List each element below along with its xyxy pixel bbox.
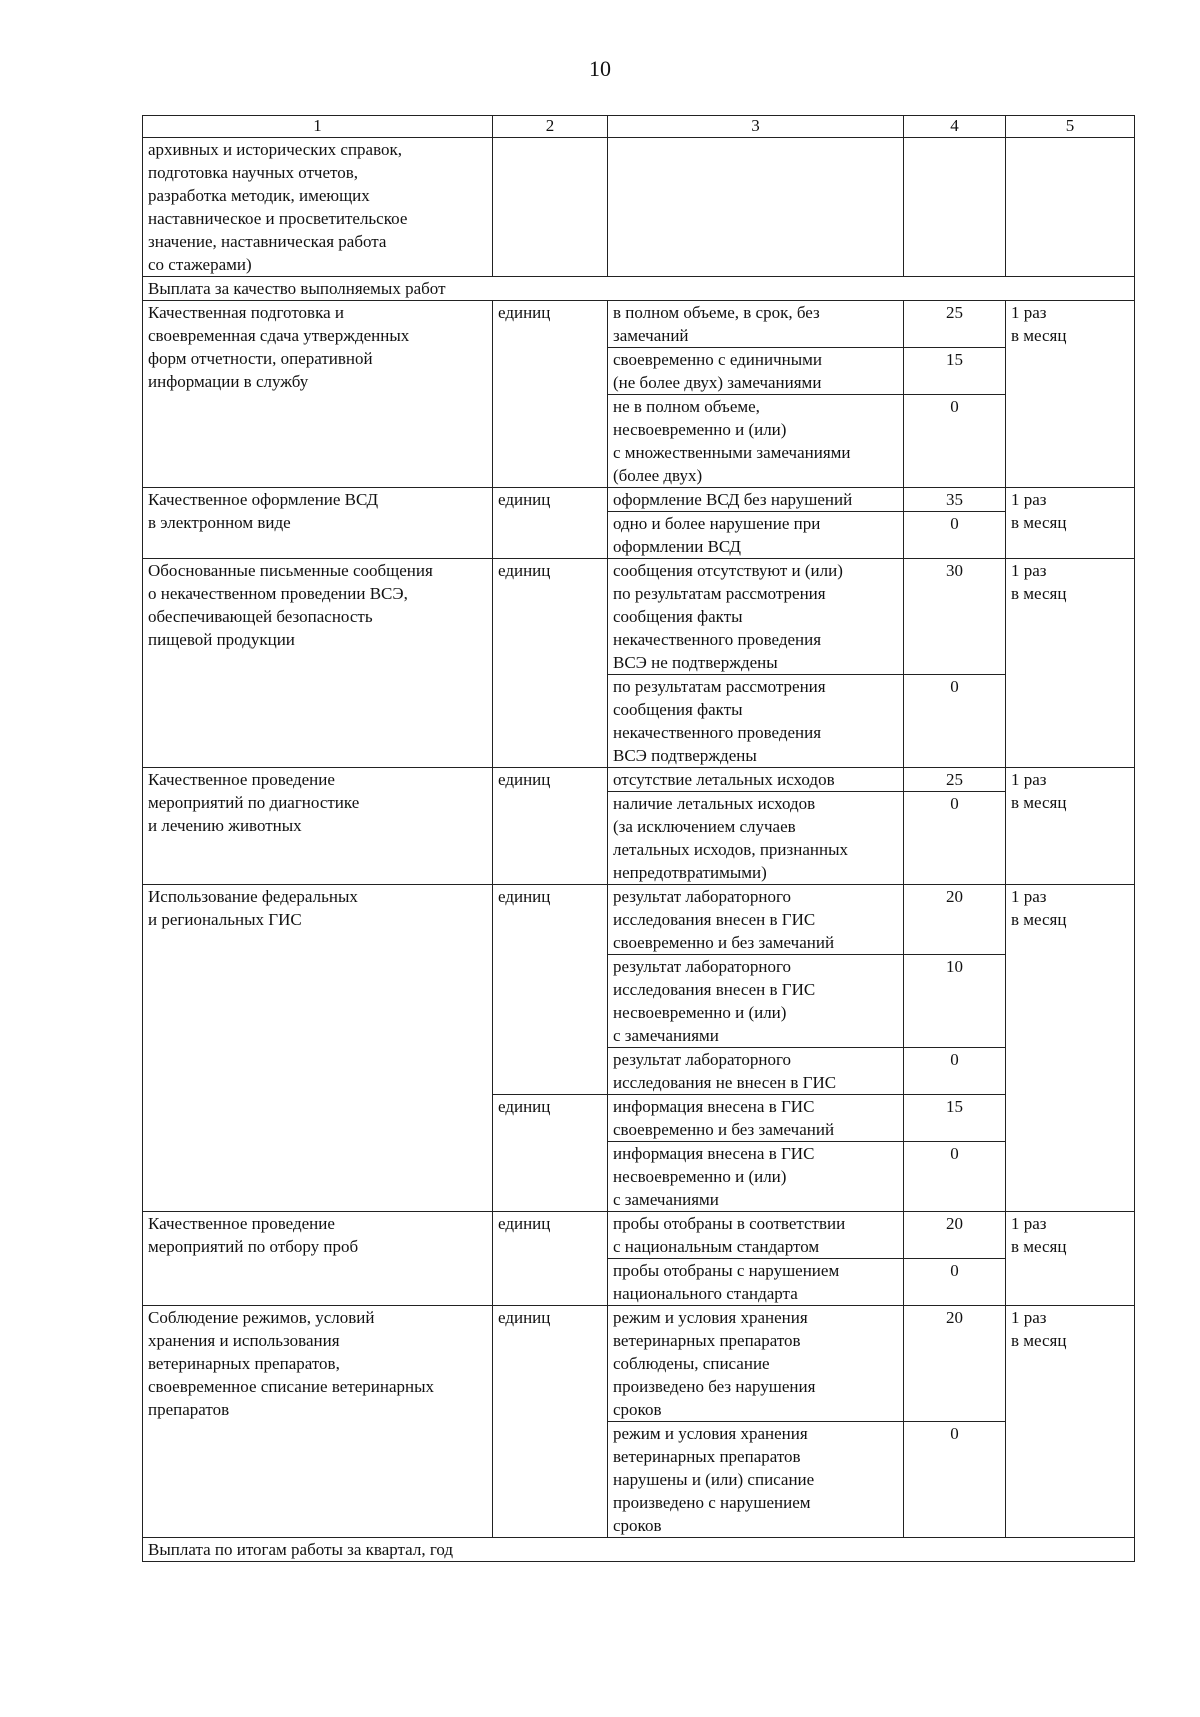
criterion-cell: своевременно с единичными (не более двух) замечаниями bbox=[608, 348, 904, 395]
points-cell: 10 bbox=[904, 955, 1006, 1048]
criterion-cell: отсутствие летальных исходов bbox=[608, 768, 904, 792]
points-cell: 20 bbox=[904, 885, 1006, 955]
criterion-cell: информация внесена в ГИС несвоевременно и (или) с замечаниями bbox=[608, 1142, 904, 1212]
table-row bbox=[143, 1306, 1135, 1422]
indicator-name: Качественное проведение мероприятий по диагностике и лечению животных bbox=[143, 768, 493, 885]
table-row bbox=[143, 885, 1135, 955]
frequency-cell: 1 раз в месяц bbox=[1006, 301, 1135, 488]
points-cell: 0 bbox=[904, 1422, 1006, 1538]
indicator-name: Качественное проведение мероприятий по отбору проб bbox=[143, 1212, 493, 1306]
indicator-name: Обоснованные письменные сообщения о некачественном проведении ВСЭ, обеспечивающей безопасность пищевой продукции bbox=[143, 559, 493, 768]
criterion-cell: наличие летальных исходов (за исключением случаев летальных исходов, признанных непредотвратимыми) bbox=[608, 792, 904, 885]
section-title-quality: Выплата за качество выполняемых работ bbox=[143, 277, 1135, 301]
frequency-cell: 1 раз в месяц bbox=[1006, 1306, 1135, 1538]
criterion-cell: в полном объеме, в срок, без замечаний bbox=[608, 301, 904, 348]
frequency-cell: 1 раз в месяц bbox=[1006, 885, 1135, 1212]
criterion-cell: результат лабораторного исследования не внесен в ГИС bbox=[608, 1048, 904, 1095]
unit-cell: единиц bbox=[493, 885, 608, 1095]
unit-cell: единиц bbox=[493, 488, 608, 559]
frequency-cell: 1 раз в месяц bbox=[1006, 488, 1135, 559]
criterion-cell: не в полном объеме, несвоевременно и (или) с множественными замечаниями (более двух) bbox=[608, 395, 904, 488]
indicator-name: Использование федеральных и региональных ГИС bbox=[143, 885, 493, 1212]
column-header-2: 2 bbox=[493, 116, 608, 138]
points-cell: 20 bbox=[904, 1306, 1006, 1422]
criterion-cell: информация внесена в ГИС своевременно и без замечаний bbox=[608, 1095, 904, 1142]
column-header-3: 3 bbox=[608, 116, 904, 138]
criterion-cell bbox=[608, 138, 904, 277]
column-header-5: 5 bbox=[1006, 116, 1135, 138]
points-cell: 15 bbox=[904, 1095, 1006, 1142]
column-header-1: 1 bbox=[143, 116, 493, 138]
unit-cell: единиц bbox=[493, 559, 608, 768]
column-header-4: 4 bbox=[904, 116, 1006, 138]
frequency-cell bbox=[1006, 138, 1135, 277]
section-title-quarter: Выплата по итогам работы за квартал, год bbox=[143, 1538, 1135, 1562]
points-cell: 0 bbox=[904, 675, 1006, 768]
points-cell: 0 bbox=[904, 512, 1006, 559]
indicator-name: Соблюдение режимов, условий хранения и использования ветеринарных препаратов, своевременное списание ветеринарных препаратов bbox=[143, 1306, 493, 1538]
points-cell: 30 bbox=[904, 559, 1006, 675]
points-cell: 25 bbox=[904, 301, 1006, 348]
frequency-cell: 1 раз в месяц bbox=[1006, 1212, 1135, 1306]
criterion-cell: пробы отобраны в соответствии с национальным стандартом bbox=[608, 1212, 904, 1259]
points-cell: 20 bbox=[904, 1212, 1006, 1259]
unit-cell: единиц bbox=[493, 301, 608, 488]
table-row bbox=[143, 1212, 1135, 1259]
points-cell bbox=[904, 138, 1006, 277]
points-cell: 0 bbox=[904, 792, 1006, 885]
criterion-cell: оформление ВСД без нарушений bbox=[608, 488, 904, 512]
criterion-cell: режим и условия хранения ветеринарных препаратов соблюдены, списание произведено без нарушения сроков bbox=[608, 1306, 904, 1422]
unit-cell: единиц bbox=[493, 1212, 608, 1306]
criterion-cell: по результатам рассмотрения сообщения факты некачественного проведения ВСЭ подтверждены bbox=[608, 675, 904, 768]
criterion-cell: сообщения отсутствуют и (или) по результатам рассмотрения сообщения факты некачественного проведения ВСЭ не подтверждены bbox=[608, 559, 904, 675]
points-cell: 15 bbox=[904, 348, 1006, 395]
unit-cell: единиц bbox=[493, 1095, 608, 1212]
unit-cell: единиц bbox=[493, 768, 608, 885]
page-number: 10 bbox=[589, 56, 611, 81]
table-row bbox=[143, 301, 1135, 348]
points-cell: 0 bbox=[904, 1048, 1006, 1095]
criterion-cell: режим и условия хранения ветеринарных препаратов нарушены и (или) списание произведено с нарушением сроков bbox=[608, 1422, 904, 1538]
criteria-table bbox=[142, 115, 1135, 1562]
points-cell: 35 bbox=[904, 488, 1006, 512]
points-cell: 0 bbox=[904, 395, 1006, 488]
points-cell: 25 bbox=[904, 768, 1006, 792]
section-row bbox=[143, 277, 1135, 301]
points-cell: 0 bbox=[904, 1142, 1006, 1212]
table-header-row bbox=[143, 116, 1135, 138]
frequency-cell: 1 раз в месяц bbox=[1006, 768, 1135, 885]
criterion-cell: результат лабораторного исследования внесен в ГИС несвоевременно и (или) с замечаниями bbox=[608, 955, 904, 1048]
frequency-cell: 1 раз в месяц bbox=[1006, 559, 1135, 768]
table-row bbox=[143, 138, 1135, 277]
criterion-cell: пробы отобраны с нарушением национального стандарта bbox=[608, 1259, 904, 1306]
table-row bbox=[143, 488, 1135, 512]
points-cell: 0 bbox=[904, 1259, 1006, 1306]
table-row bbox=[143, 559, 1135, 675]
indicator-name: Качественное оформление ВСД в электронном виде bbox=[143, 488, 493, 559]
table-row bbox=[143, 768, 1135, 792]
indicator-name: архивных и исторических справок, подготовка научных отчетов, разработка методик, имеющих наставническое и просветительское значение, наставническая работа со стажерами) bbox=[143, 138, 493, 277]
criterion-cell: одно и более нарушение при оформлении ВСД bbox=[608, 512, 904, 559]
unit-cell: единиц bbox=[493, 1306, 608, 1538]
indicator-name: Качественная подготовка и своевременная сдача утвержденных форм отчетности, оперативной информации в службу bbox=[143, 301, 493, 488]
criterion-cell: результат лабораторного исследования внесен в ГИС своевременно и без замечаний bbox=[608, 885, 904, 955]
section-row bbox=[143, 1538, 1135, 1562]
unit-cell bbox=[493, 138, 608, 277]
